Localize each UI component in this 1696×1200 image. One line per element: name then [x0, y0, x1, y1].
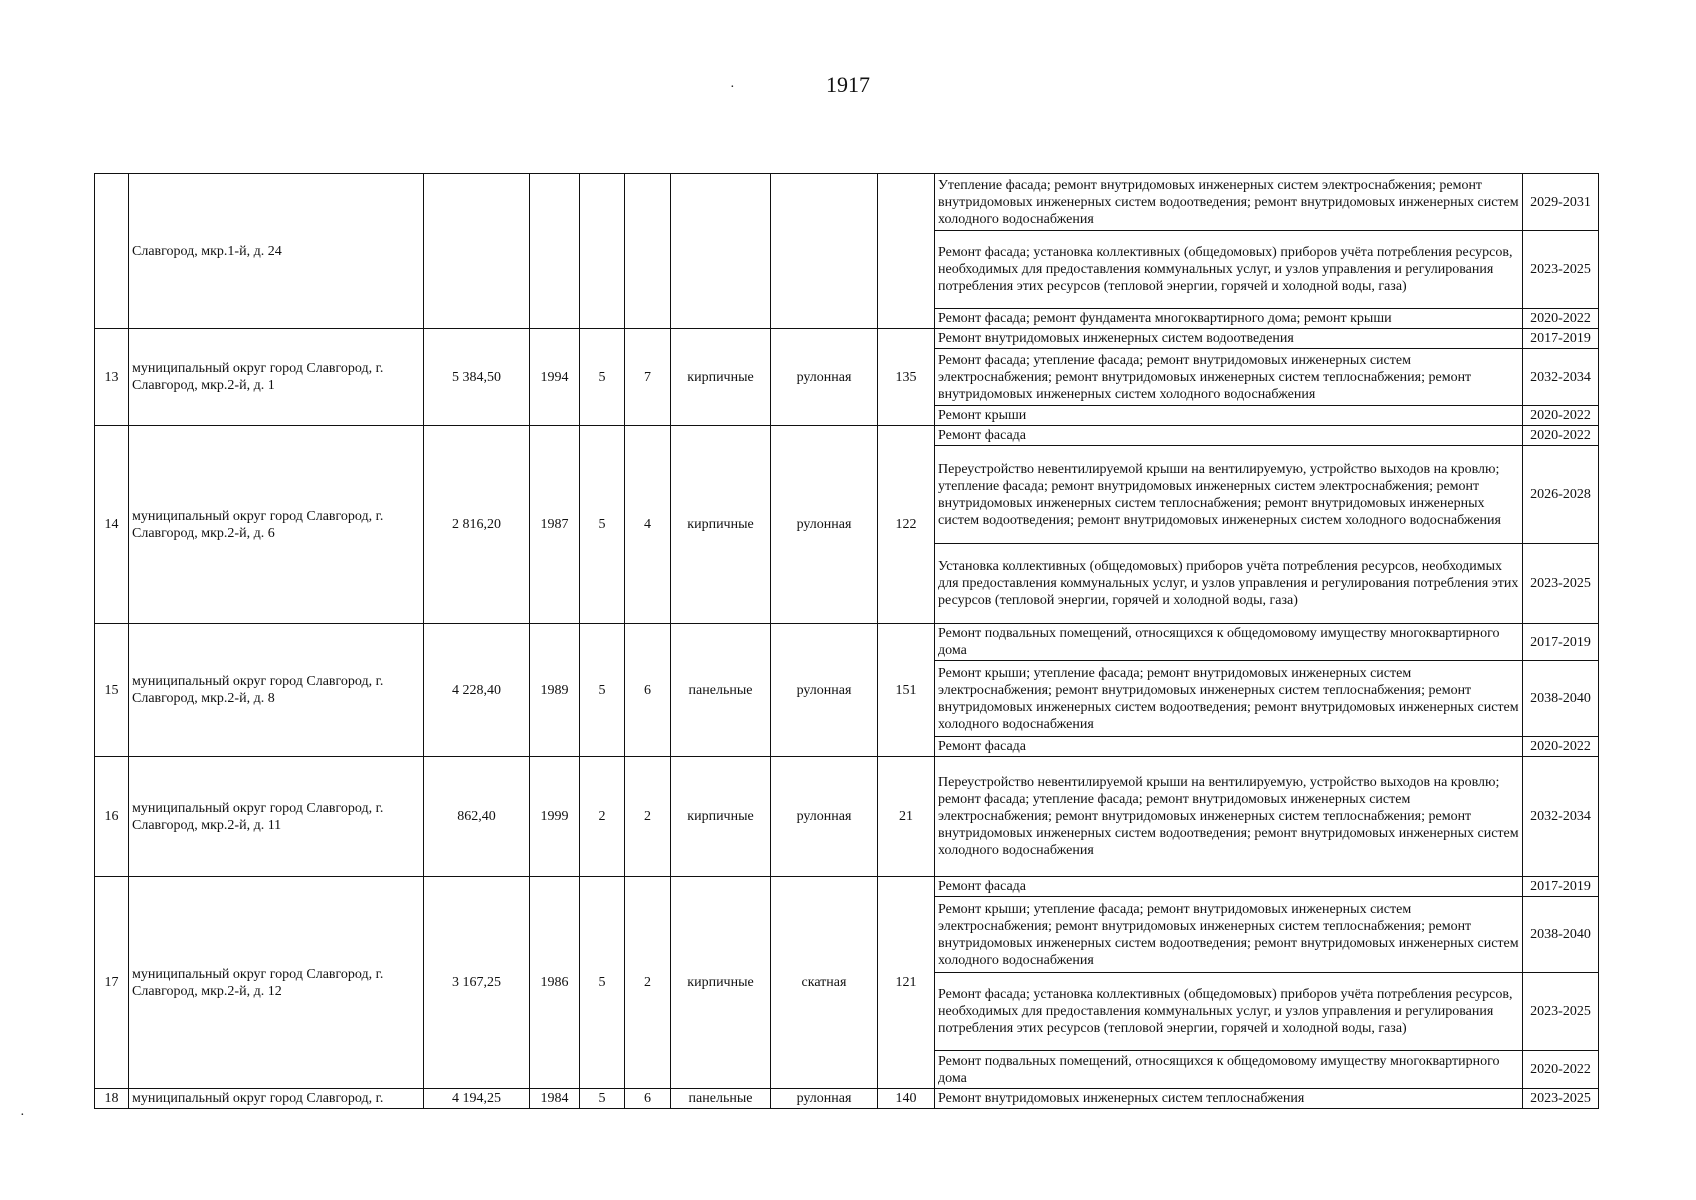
work-description: Переустройство невентилируемой крыши на вентилируемую, устройство выходов на кровлю; ремонт фасада; утепление фасада; ремонт внутридомовых инженерных систем электроснабжения; ремонт внутридомовых инженерных систем теплоснабжения; ремонт внутридомовых инженерных систем водоотведения; ремонт внутридомовых инженерных систем холодного водоснабжения — [935, 757, 1523, 877]
year-cell — [530, 174, 580, 329]
table-row — [95, 1089, 1599, 1109]
area-cell: 862,40 — [424, 757, 530, 877]
year-cell: 1986 — [530, 877, 580, 1089]
floors-cell: 5 — [580, 624, 625, 757]
page-number: 1917 — [826, 72, 870, 97]
area-cell: 3 167,25 — [424, 877, 530, 1089]
residents-cell: 151 — [878, 624, 935, 757]
work-period: 2023-2025 — [1523, 1089, 1599, 1109]
residents-cell: 21 — [878, 757, 935, 877]
row-number: 13 — [95, 329, 129, 426]
work-description: Ремонт внутридомовых инженерных систем водоотведения — [935, 329, 1523, 349]
residents-cell — [878, 174, 935, 329]
entrances-cell: 6 — [625, 624, 671, 757]
work-period: 2029-2031 — [1523, 174, 1599, 231]
table-row — [95, 426, 1599, 446]
walls-cell: кирпичные — [671, 877, 771, 1089]
year-cell: 1987 — [530, 426, 580, 624]
work-description: Ремонт фасада — [935, 877, 1523, 897]
table-row — [95, 757, 1599, 877]
work-period: 2032-2034 — [1523, 757, 1599, 877]
work-period: 2020-2022 — [1523, 1051, 1599, 1089]
year-cell: 1989 — [530, 624, 580, 757]
floors-cell: 5 — [580, 329, 625, 426]
work-period: 2020-2022 — [1523, 737, 1599, 757]
entrances-cell: 4 — [625, 426, 671, 624]
address-cell: муниципальный округ город Славгород, г. Славгород, мкр.2-й, д. 8 — [129, 624, 424, 757]
walls-cell: панельные — [671, 1089, 771, 1109]
work-period: 2026-2028 — [1523, 446, 1599, 544]
row-number: 18 — [95, 1089, 129, 1109]
entrances-cell: 2 — [625, 757, 671, 877]
work-period: 2038-2040 — [1523, 897, 1599, 973]
work-description: Ремонт фасада; установка коллективных (общедомовых) приборов учёта потребления ресурсов, необходимых для предоставления коммунальных услуг, и узлов управления и регулирования потребления этих ресурсов (тепловой энергии, горячей и холодной воды, газа) — [935, 973, 1523, 1051]
area-cell: 4 194,25 — [424, 1089, 530, 1109]
address-cell: Славгород, мкр.1-й, д. 24 — [129, 174, 424, 329]
work-period: 2017-2019 — [1523, 624, 1599, 661]
entrances-cell — [625, 174, 671, 329]
walls-cell: панельные — [671, 624, 771, 757]
work-period: 2038-2040 — [1523, 661, 1599, 737]
address-cell: муниципальный округ город Славгород, г. Славгород, мкр.2-й, д. 12 — [129, 877, 424, 1089]
entrances-cell: 2 — [625, 877, 671, 1089]
work-description: Ремонт фасада; ремонт фундамента многоквартирного дома; ремонт крыши — [935, 309, 1523, 329]
work-period: 2023-2025 — [1523, 544, 1599, 624]
work-period: 2023-2025 — [1523, 231, 1599, 309]
residents-cell: 121 — [878, 877, 935, 1089]
work-period: 2020-2022 — [1523, 426, 1599, 446]
address-cell: муниципальный округ город Славгород, г. Славгород, мкр.2-й, д. 1 — [129, 329, 424, 426]
year-cell: 1994 — [530, 329, 580, 426]
row-number — [95, 174, 129, 329]
row-number: 17 — [95, 877, 129, 1089]
work-period: 2023-2025 — [1523, 973, 1599, 1051]
work-description: Утепление фасада; ремонт внутридомовых инженерных систем электроснабжения; ремонт внутридомовых инженерных систем водоотведения; ремонт внутридомовых инженерных систем холодного водоснабжения — [935, 174, 1523, 231]
scan-dot: · — [730, 80, 735, 95]
walls-cell: кирпичные — [671, 757, 771, 877]
work-description: Ремонт фасада — [935, 737, 1523, 757]
roof-cell — [771, 174, 878, 329]
year-cell: 1984 — [530, 1089, 580, 1109]
work-description: Установка коллективных (общедомовых) приборов учёта потребления ресурсов, необходимых для предоставления коммунальных услуг, и узлов управления и регулирования потребления этих ресурсов (тепловой энергии, горячей и холодной воды, газа) — [935, 544, 1523, 624]
entrances-cell: 7 — [625, 329, 671, 426]
work-period: 2017-2019 — [1523, 877, 1599, 897]
area-cell: 2 816,20 — [424, 426, 530, 624]
work-description: Ремонт фасада; утепление фасада; ремонт внутридомовых инженерных систем электроснабжения; ремонт внутридомовых инженерных систем теплоснабжения; ремонт внутридомовых инженерных систем холодного водоснабжения — [935, 349, 1523, 406]
address-cell: муниципальный округ город Славгород, г. Славгород, мкр.2-й, д. 6 — [129, 426, 424, 624]
work-description: Ремонт крыши — [935, 406, 1523, 426]
roof-cell: рулонная — [771, 624, 878, 757]
residents-cell: 140 — [878, 1089, 935, 1109]
area-cell — [424, 174, 530, 329]
work-period: 2020-2022 — [1523, 309, 1599, 329]
walls-cell: кирпичные — [671, 426, 771, 624]
row-number: 14 — [95, 426, 129, 624]
area-cell: 4 228,40 — [424, 624, 530, 757]
entrances-cell: 6 — [625, 1089, 671, 1109]
address-cell: муниципальный округ город Славгород, г. Славгород, мкр.2-й, д. 11 — [129, 757, 424, 877]
work-description: Переустройство невентилируемой крыши на вентилируемую, устройство выходов на кровлю; утепление фасада; ремонт внутридомовых инженерных систем электроснабжения; ремонт внутридомовых инженерных систем теплоснабжения; ремонт внутридомовых инженерных систем водоотведения; ремонт внутридомовых инженерных систем холодного водоснабжения — [935, 446, 1523, 544]
work-description: Ремонт крыши; утепление фасада; ремонт внутридомовых инженерных систем электроснабжения; ремонт внутридомовых инженерных систем теплоснабжения; ремонт внутридомовых инженерных систем водоотведения; ремонт внутридомовых инженерных систем холодного водоснабжения — [935, 897, 1523, 973]
roof-cell: рулонная — [771, 757, 878, 877]
work-description: Ремонт фасада — [935, 426, 1523, 446]
roof-cell: рулонная — [771, 329, 878, 426]
walls-cell: кирпичные — [671, 329, 771, 426]
repair-program-table — [94, 173, 1599, 1109]
floors-cell: 2 — [580, 757, 625, 877]
work-period: 2032-2034 — [1523, 349, 1599, 406]
work-description: Ремонт внутридомовых инженерных систем теплоснабжения — [935, 1089, 1523, 1109]
work-description: Ремонт подвальных помещений, относящихся к общедомовому имуществу многоквартирного дома — [935, 1051, 1523, 1089]
row-number: 16 — [95, 757, 129, 877]
table-row — [95, 174, 1599, 231]
walls-cell — [671, 174, 771, 329]
address-cell: муниципальный округ город Славгород, г. — [129, 1089, 424, 1109]
residents-cell: 122 — [878, 426, 935, 624]
work-description: Ремонт крыши; утепление фасада; ремонт внутридомовых инженерных систем электроснабжения; ремонт внутридомовых инженерных систем теплоснабжения; ремонт внутридомовых инженерных систем водоотведения; ремонт внутридомовых инженерных систем холодного водоснабжения — [935, 661, 1523, 737]
table-row — [95, 877, 1599, 897]
roof-cell: рулонная — [771, 1089, 878, 1109]
area-cell: 5 384,50 — [424, 329, 530, 426]
floors-cell: 5 — [580, 1089, 625, 1109]
floors-cell: 5 — [580, 877, 625, 1089]
work-period: 2017-2019 — [1523, 329, 1599, 349]
residents-cell: 135 — [878, 329, 935, 426]
table-row — [95, 624, 1599, 661]
roof-cell: скатная — [771, 877, 878, 1089]
row-number: 15 — [95, 624, 129, 757]
floors-cell — [580, 174, 625, 329]
work-description: Ремонт подвальных помещений, относящихся к общедомовому имуществу многоквартирного дома — [935, 624, 1523, 661]
scan-dot: · — [20, 1108, 25, 1123]
roof-cell: рулонная — [771, 426, 878, 624]
floors-cell: 5 — [580, 426, 625, 624]
year-cell: 1999 — [530, 757, 580, 877]
work-description: Ремонт фасада; установка коллективных (общедомовых) приборов учёта потребления ресурсов, необходимых для предоставления коммунальных услуг, и узлов управления и регулирования потребления этих ресурсов (тепловой энергии, горячей и холодной воды, газа) — [935, 231, 1523, 309]
table-row — [95, 329, 1599, 349]
work-period: 2020-2022 — [1523, 406, 1599, 426]
